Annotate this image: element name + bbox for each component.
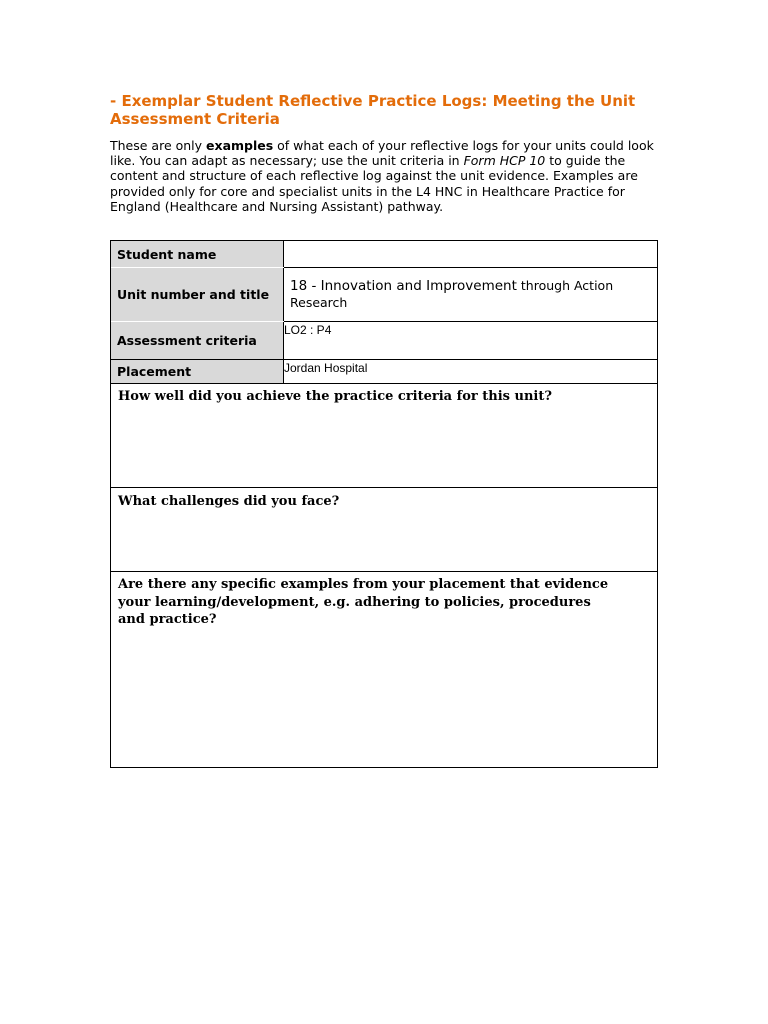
unit-value-main: 18 - Innovation and Improvement — [290, 278, 517, 294]
criteria-label: Assessment criteria — [111, 322, 284, 359]
page-title: - Exemplar Student Reflective Practice Logs: Meeting the Unit Assessment Criteria — [110, 92, 636, 128]
question-box-examples[interactable] — [111, 572, 657, 767]
question-box-challenges[interactable] — [111, 488, 657, 571]
placement-field[interactable] — [284, 360, 657, 383]
intro-text-3: to guide the content and structure of each reflective log against the unit evidence. Examples are provided only for core and specialist units in the L4 HNC in Healthcare Practice for England (Healthcare and Nursing Assistant) pathway. — [110, 153, 638, 214]
unit-label: Unit number and title — [111, 268, 284, 321]
reflective-log-form — [110, 240, 658, 768]
question-challenges: What challenges did you face? — [118, 494, 340, 509]
intro-bold-examples: examples — [206, 138, 274, 153]
intro-form-reference: Form HCP 10 — [463, 153, 546, 169]
student-name-label: Student name — [111, 241, 284, 267]
intro-paragraph — [110, 138, 670, 214]
student-name-row — [111, 241, 657, 267]
placement-row — [111, 360, 657, 383]
unit-row — [111, 268, 657, 321]
criteria-row — [111, 322, 657, 359]
unit-field[interactable] — [284, 268, 657, 321]
placement-value: Jordan Hospital — [284, 361, 368, 375]
criteria-field[interactable] — [284, 322, 657, 359]
intro-text-1: These are only — [110, 138, 207, 153]
criteria-value: LO2 : P4 — [284, 323, 332, 337]
question-examples: Are there any specific examples from your placement that evidence your learning/development, e.g. adhering to policies, procedures and practice? — [118, 577, 609, 627]
question-achievement: How well did you achieve the practice criteria for this unit? — [118, 389, 552, 404]
question-box-achievement[interactable] — [111, 384, 657, 487]
intro-text-2: of what each of your reflective logs for your units could look like. You can adapt as necessary; use the unit criteria in — [110, 138, 654, 169]
placement-label: Placement — [111, 360, 284, 383]
student-name-field[interactable] — [284, 241, 657, 267]
unit-value-rest: through Action Research — [290, 278, 614, 310]
unit-value — [290, 277, 650, 311]
